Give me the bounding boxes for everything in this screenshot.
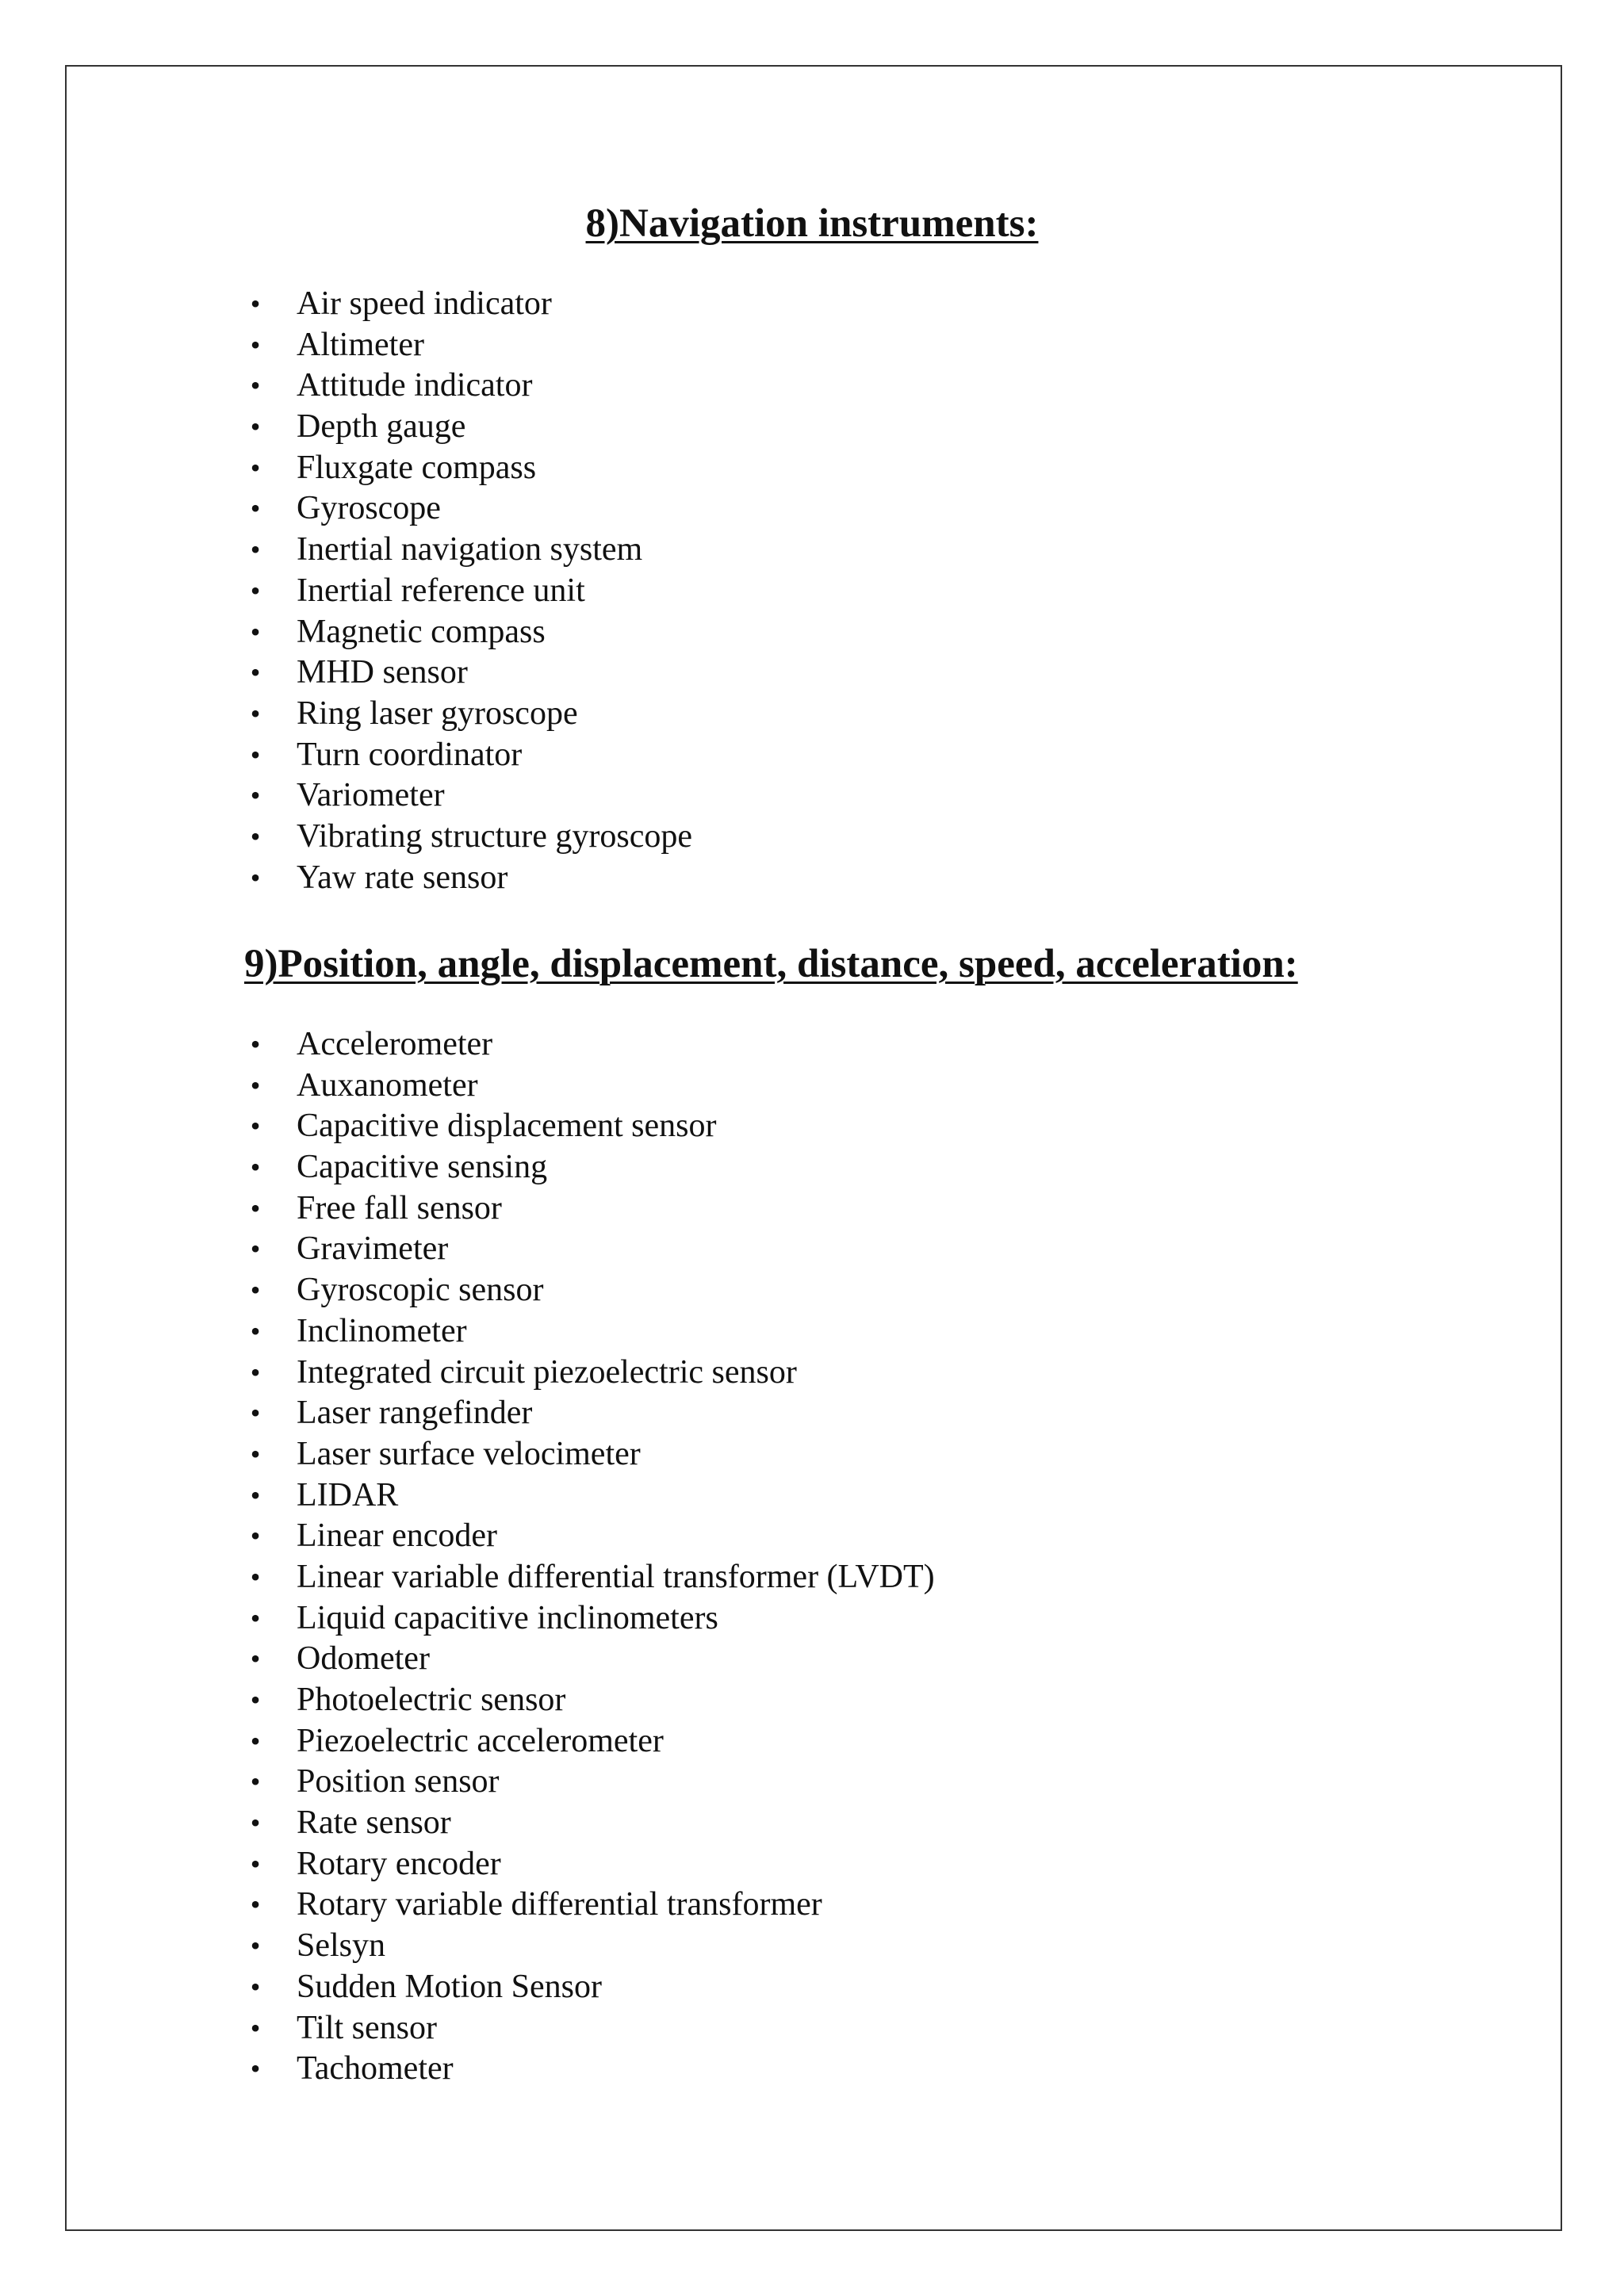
list-item-text: Capacitive displacement sensor: [297, 1108, 717, 1145]
list-item: [244, 488, 692, 530]
list-item: [244, 652, 692, 694]
list-item: [244, 612, 692, 653]
list-item-text: Accelerometer: [297, 1026, 493, 1062]
list-item: [244, 1926, 935, 1967]
list-item-text: Liquid capacitive inclinometers: [297, 1599, 718, 1636]
bullet-icon: •: [250, 1069, 261, 1101]
list-item-text: Free fall sensor: [297, 1189, 502, 1226]
list-item: [244, 1639, 935, 1680]
list-item: [244, 1721, 935, 1762]
list-item: [244, 2049, 935, 2090]
list-item: [244, 448, 692, 489]
bullet-icon: •: [250, 1397, 261, 1429]
bullet-icon: •: [250, 1560, 261, 1593]
list-item-text: Position sensor: [297, 1763, 500, 1800]
bullet-icon: •: [250, 288, 261, 320]
list-item: [244, 775, 692, 817]
bullet-icon: •: [250, 451, 261, 484]
bullet-icon: •: [250, 1437, 261, 1470]
list-item-text: Gyroscopic sensor: [297, 1272, 544, 1309]
bullet-icon: •: [250, 615, 261, 648]
list-item-text: Selsyn: [297, 1927, 386, 1965]
list-item-text: Piezoelectric accelerometer: [297, 1722, 664, 1759]
list-item: [244, 1844, 935, 1885]
list-item-text: Inertial navigation system: [297, 531, 643, 568]
list-item: [244, 2008, 935, 2049]
bullet-icon: •: [250, 1192, 261, 1224]
list-item: [244, 1967, 935, 2008]
list-item: [244, 735, 692, 776]
list-item-text: Linear encoder: [297, 1517, 498, 1555]
list-item: [244, 530, 692, 571]
list-item: [244, 1598, 935, 1640]
bullet-icon: •: [250, 328, 261, 361]
bullet-icon: •: [250, 1110, 261, 1142]
list-item-text: Capacitive sensing: [297, 1149, 548, 1186]
list-item: [244, 1885, 935, 1926]
bullet-icon: •: [250, 1643, 261, 1675]
list-item: [244, 1393, 935, 1434]
bullet-icon: •: [250, 1479, 261, 1511]
bullet-icon: •: [250, 534, 261, 566]
list-item: [244, 1270, 935, 1311]
list-item-text: LIDAR: [297, 1476, 399, 1513]
list-item-text: Altimeter: [297, 326, 424, 363]
bullet-icon: •: [250, 1888, 261, 1921]
list-item: [244, 1680, 935, 1721]
list-item: [244, 1557, 935, 1598]
bullet-icon: •: [250, 820, 261, 852]
list-item: [244, 1516, 935, 1557]
list-item-text: Tachometer: [297, 2050, 454, 2087]
list-item: [244, 1066, 935, 1107]
bullet-icon: •: [250, 1930, 261, 1962]
list-item: [244, 571, 692, 612]
list-item-text: Integrated circuit piezoelectric sensor: [297, 1353, 797, 1391]
list-item-text: Fluxgate compass: [297, 449, 537, 486]
list-item: [244, 325, 692, 366]
bullet-icon: •: [250, 411, 261, 443]
list-item-text: Gyroscope: [297, 490, 441, 527]
bullet-icon: •: [250, 1028, 261, 1060]
list-item: [244, 1353, 935, 1394]
list-item: [244, 1803, 935, 1844]
list-item: [244, 694, 692, 735]
list-item-text: Inclinometer: [297, 1312, 467, 1349]
bullet-icon: •: [250, 492, 261, 525]
list-item-text: Rotary encoder: [297, 1845, 501, 1882]
section-heading-navigation-instruments: 8)Navigation instruments:: [585, 201, 1039, 246]
list-item-text: Laser surface velocimeter: [297, 1435, 641, 1472]
bullet-icon: •: [250, 1151, 261, 1184]
bullet-icon: •: [250, 1684, 261, 1716]
list-item: [244, 858, 692, 899]
list-item-text: Magnetic compass: [297, 613, 546, 650]
list-item: [244, 1434, 935, 1475]
bullet-icon: •: [250, 1766, 261, 1798]
bullet-icon: •: [250, 697, 261, 729]
list-item-text: Rotary variable differential transformer: [297, 1886, 822, 1923]
list-item: [244, 407, 692, 448]
list-item: [244, 284, 692, 325]
section-heading-position-angle-displacement: 9)Position, angle, displacement, distance, speed, acceleration:: [244, 942, 1298, 986]
list-item: [244, 1475, 935, 1517]
list-item-text: Odometer: [297, 1640, 430, 1678]
list-item-text: Photoelectric sensor: [297, 1682, 566, 1718]
bullet-icon: •: [250, 738, 261, 771]
list-item: [244, 1147, 935, 1188]
list-item-text: Ring laser gyroscope: [297, 695, 578, 732]
bullet-icon: •: [250, 1847, 261, 1880]
list-item-text: Variometer: [297, 777, 445, 814]
list-item-text: Rate sensor: [297, 1804, 451, 1842]
list-item-text: Yaw rate sensor: [297, 859, 508, 896]
list-item-text: Attitude indicator: [297, 367, 533, 404]
list-item-text: Inertial reference unit: [297, 572, 585, 609]
list-item-text: Tilt sensor: [297, 2009, 438, 2046]
bullet-icon: •: [250, 574, 261, 607]
list-item: [244, 1024, 935, 1066]
bullet-icon: •: [250, 1807, 261, 1839]
list-item: [244, 1229, 935, 1270]
bullet-icon: •: [250, 1724, 261, 1757]
list-item: [244, 365, 692, 407]
list-item-text: Vibrating structure gyroscope: [297, 817, 692, 855]
list-item-text: Turn coordinator: [297, 736, 523, 773]
bullet-icon: •: [250, 861, 261, 894]
navigation-instruments-list: [244, 284, 692, 898]
bullet-icon: •: [250, 1520, 261, 1552]
list-item: [244, 1106, 935, 1147]
position-sensors-list: [244, 1024, 935, 2090]
bullet-icon: •: [250, 1970, 261, 2003]
bullet-icon: •: [250, 1356, 261, 1388]
list-item: [244, 1762, 935, 1803]
bullet-icon: •: [250, 2053, 261, 2085]
list-item-text: Linear variable differential transformer (LVDT): [297, 1558, 935, 1595]
list-item-text: Gravimeter: [297, 1230, 449, 1268]
bullet-icon: •: [250, 1274, 261, 1307]
list-item-text: Depth gauge: [297, 408, 466, 446]
list-item-text: MHD sensor: [297, 654, 468, 691]
list-item: [244, 1188, 935, 1230]
list-item-text: Laser rangefinder: [297, 1395, 533, 1432]
bullet-icon: •: [250, 1601, 261, 1634]
bullet-icon: •: [250, 369, 261, 402]
list-item: [244, 817, 692, 858]
bullet-icon: •: [250, 656, 261, 689]
bullet-icon: •: [250, 1314, 261, 1347]
list-item-text: Auxanometer: [297, 1066, 478, 1104]
list-item-text: Sudden Motion Sensor: [297, 1968, 603, 2005]
list-item: [244, 1311, 935, 1353]
list-item-text: Air speed indicator: [297, 285, 552, 322]
bullet-icon: •: [250, 1233, 261, 1265]
bullet-icon: •: [250, 2011, 261, 2044]
bullet-icon: •: [250, 779, 261, 812]
